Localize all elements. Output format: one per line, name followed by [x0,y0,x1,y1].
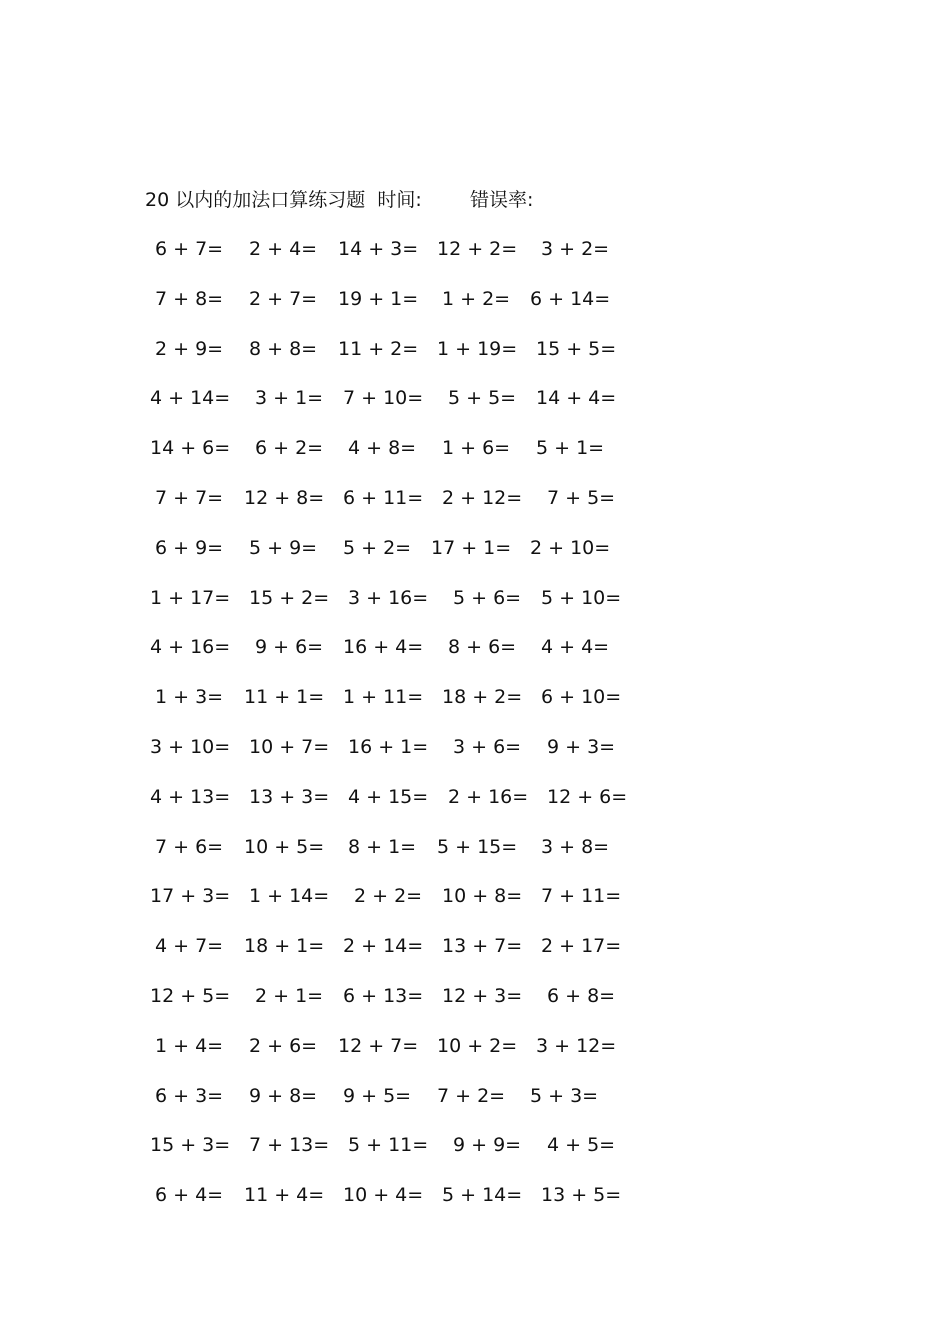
problem-r6-c3: 6 + 11= [343,487,424,509]
problem-r20-c3: 10 + 4= [343,1184,424,1206]
problem-r8-c1: 1 + 17= [150,587,231,609]
problem-r15-c3: 2 + 14= [343,935,424,957]
problem-r5-c5: 5 + 1= [536,437,605,459]
problem-r15-c2: 18 + 1= [244,935,325,957]
problem-r2-c1: 7 + 8= [155,288,224,310]
problem-r10-c2: 11 + 1= [244,686,325,708]
problem-r15-c1: 4 + 7= [155,935,224,957]
problem-r11-c2: 10 + 7= [249,736,330,758]
problem-r13-c5: 3 + 8= [541,836,610,858]
problem-r3-c1: 2 + 9= [155,338,224,360]
problem-r19-c4: 9 + 9= [453,1134,522,1156]
problem-r20-c4: 5 + 14= [442,1184,523,1206]
problem-r4-c5: 14 + 4= [536,387,617,409]
problem-r7-c3: 5 + 2= [343,537,412,559]
problem-r19-c1: 15 + 3= [150,1134,231,1156]
problem-r20-c5: 13 + 5= [541,1184,622,1206]
problem-r3-c4: 1 + 19= [437,338,518,360]
problem-r9-c2: 9 + 6= [255,636,324,658]
problem-r2-c3: 19 + 1= [338,288,419,310]
problem-r12-c3: 4 + 15= [348,786,429,808]
error-rate-label: 错误率: [470,189,534,211]
problem-r5-c4: 1 + 6= [442,437,511,459]
problem-r5-c3: 4 + 8= [348,437,417,459]
problem-r3-c3: 11 + 2= [338,338,419,360]
time-label: 时间: [377,189,422,211]
problem-r2-c2: 2 + 7= [249,288,318,310]
problem-r11-c4: 3 + 6= [453,736,522,758]
problem-r18-c3: 9 + 5= [343,1085,412,1107]
problem-r6-c4: 2 + 12= [442,487,523,509]
problem-r9-c1: 4 + 16= [150,636,231,658]
problem-r8-c2: 15 + 2= [249,587,330,609]
problem-r19-c2: 7 + 13= [249,1134,330,1156]
problem-r18-c5: 5 + 3= [530,1085,599,1107]
problem-r16-c4: 12 + 3= [442,985,523,1007]
problem-r12-c1: 4 + 13= [150,786,231,808]
problem-r12-c2: 13 + 3= [249,786,330,808]
problem-r10-c4: 18 + 2= [442,686,523,708]
problem-r7-c5: 2 + 10= [530,537,611,559]
problem-r8-c5: 5 + 10= [541,587,622,609]
problem-r17-c1: 1 + 4= [155,1035,224,1057]
problem-r1-c1: 6 + 7= [155,238,224,260]
problem-r18-c4: 7 + 2= [437,1085,506,1107]
problem-r10-c5: 6 + 10= [541,686,622,708]
problem-r14-c2: 1 + 14= [249,885,330,907]
problem-r14-c3: 2 + 2= [354,885,423,907]
problem-r10-c1: 1 + 3= [155,686,224,708]
problem-r19-c3: 5 + 11= [348,1134,429,1156]
problem-r5-c1: 14 + 6= [150,437,231,459]
problem-r3-c2: 8 + 8= [249,338,318,360]
problem-r6-c5: 7 + 5= [547,487,616,509]
problem-r3-c5: 15 + 5= [536,338,617,360]
problem-r11-c1: 3 + 10= [150,736,231,758]
problem-r18-c2: 9 + 8= [249,1085,318,1107]
problem-r1-c5: 3 + 2= [541,238,610,260]
problem-r4-c3: 7 + 10= [343,387,424,409]
problem-r15-c5: 2 + 17= [541,935,622,957]
problem-r4-c2: 3 + 1= [255,387,324,409]
problem-r18-c1: 6 + 3= [155,1085,224,1107]
problem-r7-c2: 5 + 9= [249,537,318,559]
problem-r17-c2: 2 + 6= [249,1035,318,1057]
problem-r12-c4: 2 + 16= [448,786,529,808]
problem-r13-c1: 7 + 6= [155,836,224,858]
problem-r8-c3: 3 + 16= [348,587,429,609]
problem-r13-c3: 8 + 1= [348,836,417,858]
problem-r16-c3: 6 + 13= [343,985,424,1007]
problem-r11-c5: 9 + 3= [547,736,616,758]
problem-r7-c4: 17 + 1= [431,537,512,559]
problem-r14-c4: 10 + 8= [442,885,523,907]
problem-r17-c4: 10 + 2= [437,1035,518,1057]
problem-r1-c4: 12 + 2= [437,238,518,260]
problem-r6-c2: 12 + 8= [244,487,325,509]
problem-r9-c3: 16 + 4= [343,636,424,658]
problem-r14-c1: 17 + 3= [150,885,231,907]
problem-r13-c4: 5 + 15= [437,836,518,858]
worksheet-title: 20 以内的加法口算练习题 [145,189,366,211]
problem-r20-c1: 6 + 4= [155,1184,224,1206]
problem-r8-c4: 5 + 6= [453,587,522,609]
problem-r9-c4: 8 + 6= [448,636,517,658]
problem-r10-c3: 1 + 11= [343,686,424,708]
problem-r20-c2: 11 + 4= [244,1184,325,1206]
problem-r14-c5: 7 + 11= [541,885,622,907]
problem-r2-c4: 1 + 2= [442,288,511,310]
problem-r2-c5: 6 + 14= [530,288,611,310]
problem-r17-c5: 3 + 12= [536,1035,617,1057]
problem-r4-c4: 5 + 5= [448,387,517,409]
problem-r13-c2: 10 + 5= [244,836,325,858]
problem-r16-c2: 2 + 1= [255,985,324,1007]
problem-r4-c1: 4 + 14= [150,387,231,409]
problem-r19-c5: 4 + 5= [547,1134,616,1156]
problem-r15-c4: 13 + 7= [442,935,523,957]
problem-r5-c2: 6 + 2= [255,437,324,459]
problem-r1-c3: 14 + 3= [338,238,419,260]
problem-r16-c1: 12 + 5= [150,985,231,1007]
problem-r16-c5: 6 + 8= [547,985,616,1007]
problem-r17-c3: 12 + 7= [338,1035,419,1057]
problem-r9-c5: 4 + 4= [541,636,610,658]
problem-r11-c3: 16 + 1= [348,736,429,758]
problem-r12-c5: 12 + 6= [547,786,628,808]
problem-r7-c1: 6 + 9= [155,537,224,559]
problem-r6-c1: 7 + 7= [155,487,224,509]
problem-r1-c2: 2 + 4= [249,238,318,260]
